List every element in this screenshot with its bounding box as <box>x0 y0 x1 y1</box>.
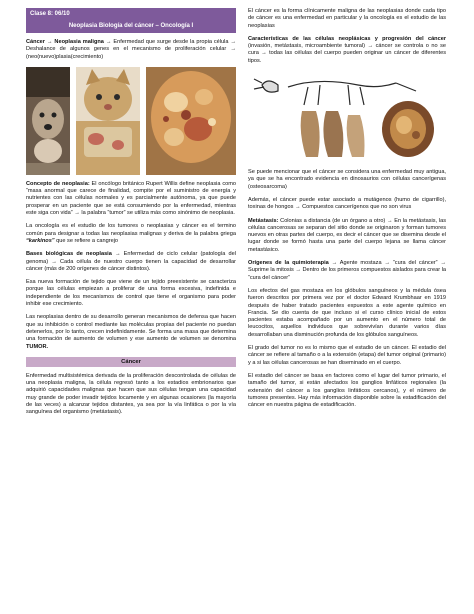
fossil-bone-photo <box>301 111 365 157</box>
fossil-images <box>248 71 446 161</box>
right-column <box>248 8 446 415</box>
caracteristicas-label: Características de las células neoplásicas y progresión del cáncer <box>248 35 446 42</box>
karkinos-term: “karkinos” <box>26 237 55 244</box>
neoplasias-text: Las neoplasias dentro de su desarrollo generan mecanismos de defensa que hacen que su inhibición o control mediante las moléculas propias del paciente no puedan detenerlos, por lo tanto, crecen indefinidamente. Se forma una masa que determina una formación de aumento de volumen y ese aumento de volumen se denomina <box>26 314 236 343</box>
metastasis-paragraph <box>248 218 446 254</box>
grado-paragraph: El grado del tumor no es lo mismo que el estadio de un cáncer. El estadio del cáncer se refiere al tamaño o a la extensión (etapa) del tumor original (primario) y a si las células cancerosas se han diseminado en el cuerpo. <box>248 345 446 366</box>
cat-photo <box>76 67 140 175</box>
oncologia-text: La oncología es el estudio de los tumores o neoplasias y cáncer es el termino común para designar a todas las neoplasias malignas y deriva de la palabra griega <box>26 223 236 237</box>
caracteristicas-text: (invasión, metástasis, microambiente tumoral) → cáncer se controla o no se cura → todas las células del cuerpo pueden originar un cáncer de diferentes tipos. <box>248 43 446 64</box>
intro-paragraph: El cáncer es la forma clínicamente maligna de las neoplasias donde cada tipo de cáncer es una enfermedad en particular y la oncología es el estudio de las neoplasias <box>248 8 446 29</box>
quimioterapia-text: → Agente mostaza → “cura del cáncer” → Suprime la mitosis → Dentro de los primeros compuestos aislados para crear la “cura del cáncer” <box>248 260 447 281</box>
mutagenos-paragraph: Además, el cáncer puede estar asociado a mutágenos (humo de cigarrillo), toxinas de hongos → Compuestos cancerígenos que no son virus <box>248 196 446 211</box>
bases-biologicas-label: Bases biológicas de neoplasia <box>26 251 112 258</box>
cancer-definition-title: Cáncer → Neoplasia maligna → <box>26 39 114 45</box>
neoplasia-concept <box>26 181 236 217</box>
metastasis-text: Colonias a distancia (de un órgano a otro) → En la metástasis, las células cancerosas se separan del sitio donde se originaron y forman tumores nuevos en otras partes del cuerpo, es decir el cáncer que se disemina desde el lugar donde se formó hasta una parte del cuerpo lejana se llama cáncer metastásico. <box>248 217 446 253</box>
metastasis-label: Metástasis: <box>248 217 279 224</box>
quimioterapia-label: Orígenes de la quimioterapia <box>248 260 329 267</box>
cancer-definition-text: Enfermedad que surge desde la propia célula → Deshalance de algunos genes en el mecanismo de proliferación celular → (neo(nuevo)plasia(crecimiento) <box>26 39 236 60</box>
header-bar <box>26 8 236 33</box>
caracteristicas-paragraph <box>248 36 446 65</box>
dog-photo <box>26 67 70 175</box>
tumor-specimen-photo <box>146 67 236 175</box>
oncologia-paragraph <box>26 223 236 245</box>
cancer-definition <box>26 39 236 61</box>
nueva-formacion: Esa nueva formación de tejido que viene de un tejido preexistente se caracteriza porque las células empiezan a proliferar de una forma excesiva, indefinida e independiente de los mecanismos de control que tiene el organismo para poder inhibir ese crecimiento. <box>26 279 236 308</box>
bases-biologicas <box>26 251 236 273</box>
neoplasias-desarrollo <box>26 314 236 350</box>
neoplasia-concept-label: Concepto de neoplasia: <box>26 180 90 187</box>
page-title: Neoplasia Biología del cáncer – Oncología I <box>68 23 194 29</box>
bases-biologicas-text: → Enfermedad de ciclo celular (patología del genoma) → Cada célula de nuestro cuerpo tienen la capacidad de desarrollar cáncer (más de 200 orígenes de cáncer distintos). <box>26 251 236 272</box>
class-label: Clase 8: 06/10 <box>30 11 70 17</box>
tumor-term: TUMOR. <box>26 343 49 350</box>
quimioterapia-paragraph <box>248 260 446 282</box>
dinosaurios-paragraph: Se puede mencionar que el cáncer se considera una enfermedad muy antigua, ya que se ha encontrado evidencia en dinosaurios con células cancerígenas (osteosarcoma) <box>248 169 446 190</box>
neoplasia-concept-text: El oncólogo británico Rupert Willis define neoplasia como “masa anormal que carece de finalidad, compite por el suministro de energía y nutrientes con las células normales y es parcialmente autónoma, ya que puede prosperar en un paciente que se está consumiendo por la enfermedad, mientras este siga con vida” → la palabra “tumor” se utiliza más como sinónimo de neoplasia. <box>26 180 236 217</box>
estadio-paragraph: El estadio del cáncer se basa en factores como el lugar del tumor primario, el tamaño del tumor, si están afectados los ganglios linfáticos regionales (la extensión del cáncer a los ganglios linfáticos cercanos), y el número de tumores presentes. Hay más información disponible sobre la estadificación del cáncer en nuestra página de estadificación. <box>248 372 446 409</box>
photo-row <box>26 67 236 175</box>
sectioned-bone-photo <box>382 101 434 157</box>
efectos-paragraph: Los efectos del gas mostaza en los glóbulos sanguíneos y la médula ósea fueron descritos por primera vez por el doctor Edward Krumbhaar en 1919 después de haber tratado pacientes expuestos a este agente químico en Francia. Se dio cuenta de que incluso si el curso clínico inicial de estos pacientes estaba acompañado por un aumento en el número total de leucocitos, aquellos individuos que sobrevivían durante varios días desarrollaban una disminución profunda de los glóbulos sanguíneos. <box>248 287 446 338</box>
dinosaur-skeleton-illustration <box>248 71 446 161</box>
left-column <box>26 8 236 423</box>
section-heading-cancer: Cáncer <box>26 357 236 367</box>
oncologia-tail: que se refiere a cangrejo <box>54 237 119 244</box>
cancer-paragraph: Enfermedad multisistémica derivada de la proliferación descontrolada de células de una neoplasia maligna, la célula regresó tanto a los estadios embrionarios que adquirió capacidades malignas que hacen que sus células tengan una capacidad muy grande de poder invadir tejidos locamente y en algunas ocasiones (la mayoría de las veces) a alcanzar tejidos distantes, ya sea por la vía linfática o por la vía sanguínea del organismo (metástasis). <box>26 372 236 416</box>
